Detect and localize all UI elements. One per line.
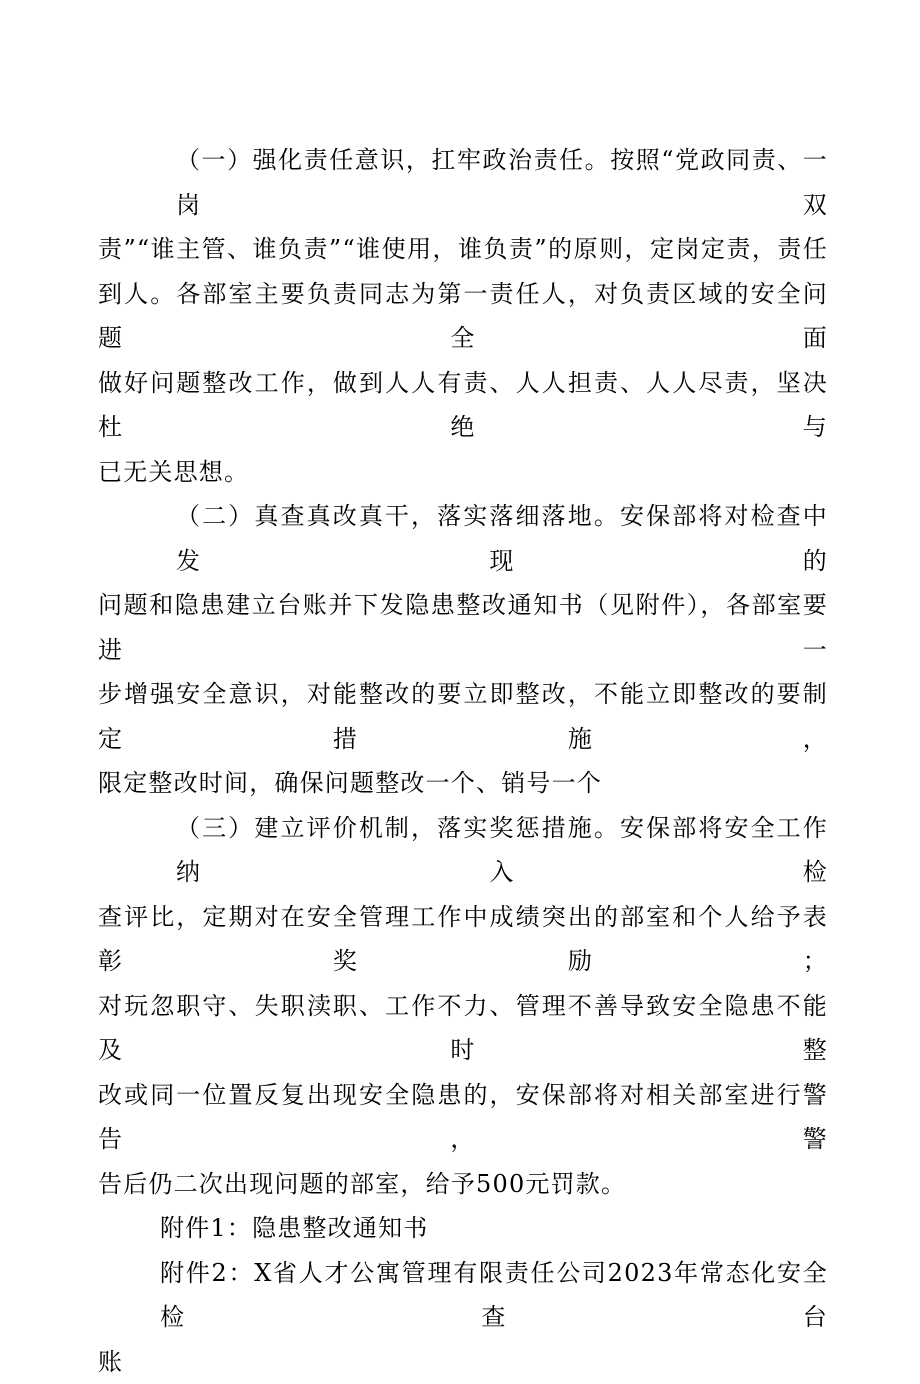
attachment-1-text: 附件1：隐患整改通知书 xyxy=(160,1206,828,1251)
paragraph-line: 到人。各部室主要负责同志为第一责任人，对负责区域的安全问题全面 xyxy=(98,272,828,361)
attachment-1 xyxy=(98,1206,828,1251)
paragraph-line: 查评比，定期对在安全管理工作中成绩突出的部室和个人给予表彰奖励； xyxy=(98,895,828,984)
paragraph-line: 已无关思想。 xyxy=(98,450,828,495)
paragraph-line: 对玩忽职守、失职渎职、工作不力、管理不善导致安全隐患不能及时整 xyxy=(98,984,828,1073)
paragraph-line: 做好问题整改工作，做到人人有责、人人担责、人人尽责，坚决杜绝与 xyxy=(98,361,828,450)
paragraph-line: 步增强安全意识，对能整改的要立即整改，不能立即整改的要制定措施， xyxy=(98,672,828,761)
paragraph-evaluation xyxy=(98,806,828,1207)
attachment-2-line: 账 xyxy=(98,1340,828,1384)
paragraph-line: （三）建立评价机制，落实奖惩措施。安保部将安全工作纳入检 xyxy=(98,806,828,895)
paragraph-line: 告后仍二次出现问题的部室，给予500元罚款。 xyxy=(98,1162,828,1207)
attachment-2 xyxy=(98,1251,828,1384)
paragraph-line: （二）真查真改真干，落实落细落地。安保部将对检查中发现的 xyxy=(98,494,828,583)
document-body xyxy=(98,138,828,1384)
paragraph-line: 责”“谁主管、谁负责”“谁使用，谁负责”的原则，定岗定责，责任 xyxy=(98,227,828,272)
paragraph-line: （一）强化责任意识，扛牢政治责任。按照“党政同责、一岗双 xyxy=(98,138,828,227)
paragraph-line: 限定整改时间，确保问题整改一个、销号一个 xyxy=(98,761,828,806)
paragraph-line: 问题和隐患建立台账并下发隐患整改通知书（见附件），各部室要进一 xyxy=(98,583,828,672)
paragraph-rectification xyxy=(98,494,828,806)
paragraph-responsibility xyxy=(98,138,828,494)
attachment-2-line: 附件2：X省人才公寓管理有限责任公司2023年常态化安全检查台 xyxy=(98,1251,828,1340)
paragraph-line: 改或同一位置反复出现安全隐患的，安保部将对相关部室进行警告，警 xyxy=(98,1073,828,1162)
